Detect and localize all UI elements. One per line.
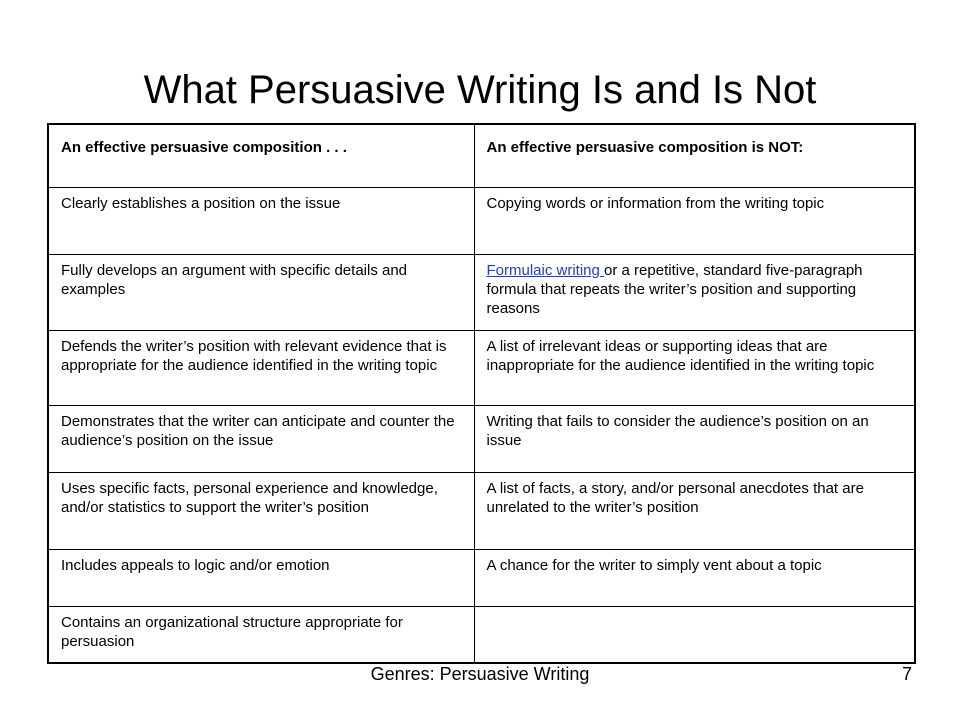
column-header-is-not: An effective persuasive composition is NOT: (474, 124, 915, 187)
cell-is-not-text: or a repetitive, standard five-paragraph formula that repeats the writer’s position and supporting reasons (486, 261, 863, 317)
cell-is-not: A list of irrelevant ideas or supporting ideas that are inappropriate for the audience identified in the writing topic (474, 330, 915, 405)
table-row (48, 187, 915, 254)
formulaic-writing-link[interactable]: Formulaic writing (486, 261, 605, 279)
slide-title: What Persuasive Writing Is and Is Not (143, 68, 817, 112)
page-number: 7 (901, 664, 912, 684)
table-row (48, 606, 915, 663)
cell-is: Includes appeals to logic and/or emotion (48, 549, 474, 606)
table-row (48, 549, 915, 606)
comparison-table (47, 123, 916, 664)
cell-is-not (474, 606, 915, 663)
cell-is: Defends the writer’s position with relevant evidence that is appropriate for the audience identified in the writing topic (48, 330, 474, 405)
table-row (48, 254, 915, 330)
cell-is-not: Copying words or information from the writing topic (474, 187, 915, 254)
slide-footer: Genres: Persuasive Writing (370, 664, 590, 684)
cell-is: Contains an organizational structure appropriate for persuasion (48, 606, 474, 663)
cell-is-not (474, 254, 915, 330)
table-header-row (48, 124, 915, 187)
cell-is: Uses specific facts, personal experience and knowledge, and/or statistics to support the writer’s position (48, 472, 474, 549)
table-row (48, 472, 915, 549)
cell-is: Fully develops an argument with specific details and examples (48, 254, 474, 330)
cell-is: Clearly establishes a position on the issue (48, 187, 474, 254)
cell-is-not: A list of facts, a story, and/or personal anecdotes that are unrelated to the writer’s position (474, 472, 915, 549)
cell-is: Demonstrates that the writer can anticipate and counter the audience’s position on the issue (48, 405, 474, 472)
column-header-is: An effective persuasive composition . . . (48, 124, 474, 187)
cell-is-not: A chance for the writer to simply vent about a topic (474, 549, 915, 606)
table-row (48, 330, 915, 405)
table-row (48, 405, 915, 472)
cell-is-not: Writing that fails to consider the audience’s position on an issue (474, 405, 915, 472)
